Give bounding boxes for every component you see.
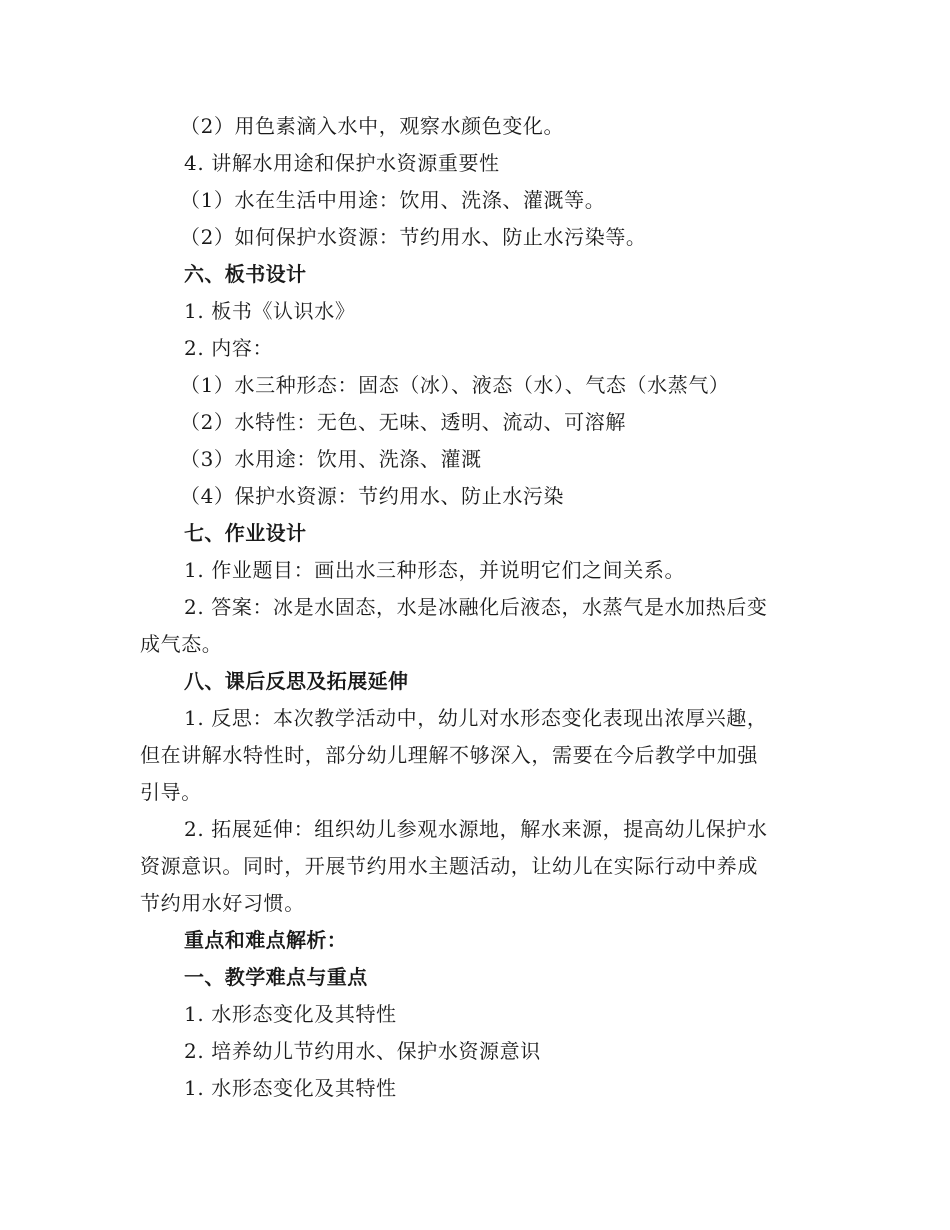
section-heading: 六、板书设计 bbox=[184, 262, 307, 286]
section-heading: 七、作业设计 bbox=[184, 521, 307, 545]
text-line: 2. 内容： bbox=[184, 336, 274, 360]
text-line: 1. 水形态变化及其特性 bbox=[184, 1002, 397, 1026]
text-line: 引导。 bbox=[140, 780, 202, 804]
text-line: 1. 水形态变化及其特性 bbox=[184, 1076, 397, 1100]
text-line: （1）水三种形态：固态（冰）、液态（水）、气态（水蒸气） bbox=[180, 373, 730, 397]
text-line: 1. 作业题目：画出水三种形态，并说明它们之间关系。 bbox=[184, 558, 686, 582]
text-line: 节约用水好习惯。 bbox=[140, 891, 305, 915]
text-line: （4）保护水资源：节约用水、防止水污染 bbox=[180, 484, 565, 508]
text-line: 但在讲解水特性时，部分幼儿理解不够深入，需要在今后教学中加强 bbox=[140, 743, 758, 767]
section-heading: 一、教学难点与重点 bbox=[184, 965, 368, 989]
section-heading: 八、课后反思及拓展延伸 bbox=[184, 669, 409, 693]
text-line: 2. 培养幼儿节约用水、保护水资源意识 bbox=[184, 1039, 541, 1063]
text-line: 1. 板书《认识水》 bbox=[184, 299, 356, 323]
text-line: （2）水特性：无色、无味、透明、流动、可溶解 bbox=[180, 410, 626, 434]
text-line: （2）用色素滴入水中，观察水颜色变化。 bbox=[180, 114, 565, 138]
text-line: 成气态。 bbox=[140, 632, 223, 656]
text-line: 2. 拓展延伸：组织幼儿参观水源地，解水来源，提高幼儿保护水 bbox=[184, 817, 768, 841]
text-line: 1. 反思：本次教学活动中，幼儿对水形态变化表现出浓厚兴趣， bbox=[184, 706, 768, 730]
section-heading: 重点和难点解析： bbox=[184, 928, 348, 952]
text-line: （2）如何保护水资源：节约用水、防止水污染等。 bbox=[180, 225, 647, 249]
text-line: （3）水用途：饮用、洗涤、灌溉 bbox=[180, 447, 482, 471]
text-line: 资源意识。同时，开展节约用水主题活动，让幼儿在实际行动中养成 bbox=[140, 854, 758, 878]
text-line: 4. 讲解水用途和保护水资源重要性 bbox=[184, 151, 500, 175]
text-line: （1）水在生活中用途：饮用、洗涤、灌溉等。 bbox=[180, 188, 606, 212]
text-line: 2. 答案：冰是水固态，水是冰融化后液态，水蒸气是水加热后变 bbox=[184, 595, 768, 619]
